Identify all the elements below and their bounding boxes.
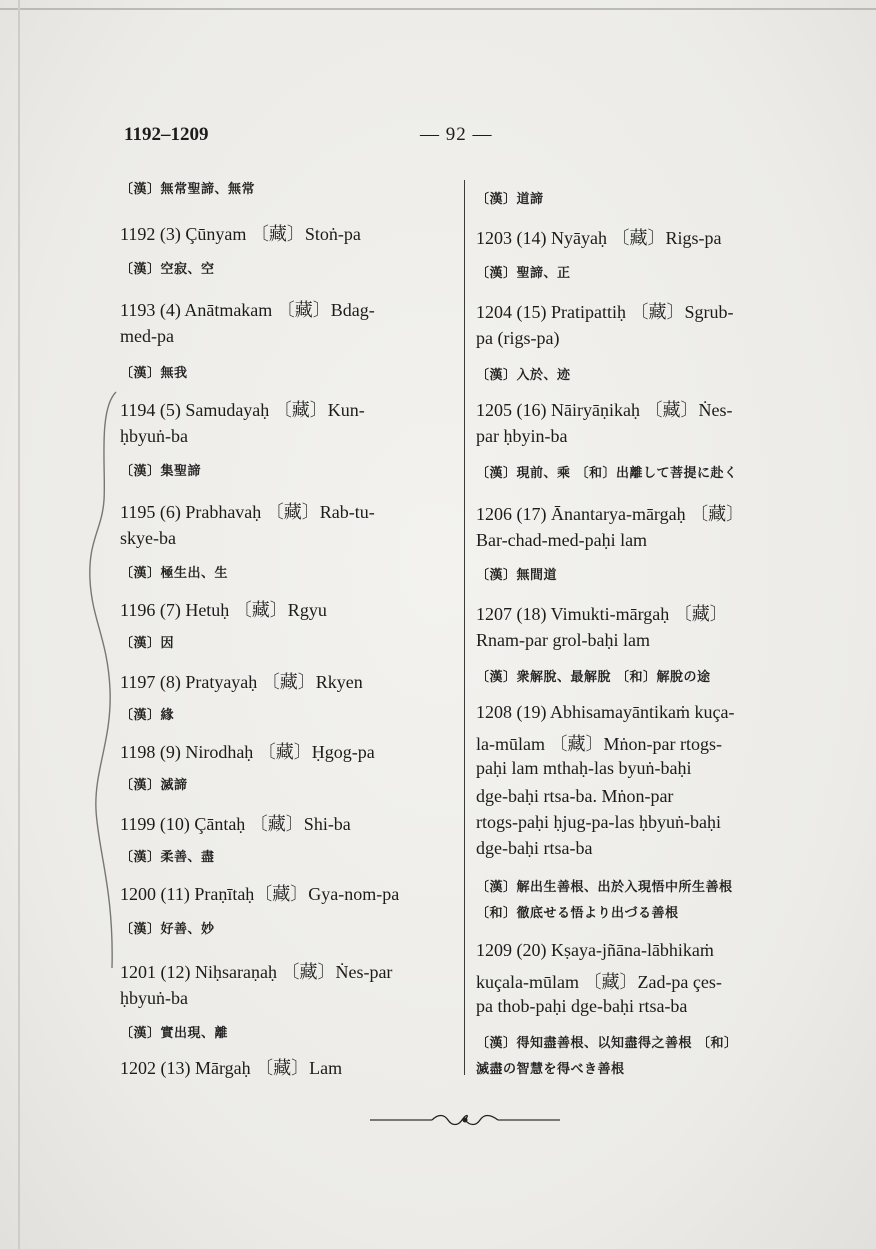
entry-line: dge-baḥi rtsa-ba. Mṅon-par	[476, 786, 674, 806]
gloss-line: 〔漢〕無我	[120, 366, 188, 381]
gloss-line: 〔漢〕現前、乘 〔和〕出離して菩提に赴く	[476, 466, 738, 481]
entry-line: 1200 (11) Praṇītaḥ〔藏〕Gya-nom-pa	[120, 884, 400, 904]
column-divider	[464, 180, 465, 1075]
gloss-line: 〔漢〕無間道	[476, 568, 558, 583]
entry-line: rtogs-paḥi ḥjug-pa-las ḥbyuṅ-baḥi	[476, 812, 721, 832]
entry-line: 1201 (12) Niḥsaraṇaḥ 〔藏〕Ṅes-par	[120, 962, 393, 982]
entry-line: 1195 (6) Prabhavaḥ 〔藏〕Rab-tu-	[120, 502, 375, 522]
entry-line: 1192 (3) Çūnyam 〔藏〕Stoṅ-pa	[120, 224, 361, 244]
gloss-line: 〔漢〕空寂、空	[120, 262, 215, 277]
entry-line: pa (rigs-pa)	[476, 328, 560, 348]
entry-line: 1199 (10) Çāntaḥ 〔藏〕Shi-ba	[120, 814, 351, 834]
entry-line: ḥbyuṅ-ba	[120, 988, 188, 1008]
entry-line: 1203 (14) Nyāyaḥ 〔藏〕Rigs-pa	[476, 228, 722, 248]
gloss-line: 〔漢〕解出生善根、出於入現悟中所生善根	[476, 880, 733, 895]
gloss-line: 〔漢〕集聖諦	[120, 464, 202, 479]
page-edge-left	[18, 0, 20, 1249]
entry-line: pa thob-paḥi dge-baḥi rtsa-ba	[476, 996, 688, 1016]
gloss-line: 〔漢〕極生出、生	[120, 566, 229, 581]
entry-line: 1204 (15) Pratipattiḥ 〔藏〕Sgrub-	[476, 302, 734, 322]
entry-line: 1193 (4) Anātmakam 〔藏〕Bdag-	[120, 300, 375, 320]
entry-line: Bar-chad-med-paḥi lam	[476, 530, 648, 550]
gloss-line: 〔漢〕入於、迹	[476, 368, 571, 383]
page-edge-top	[0, 8, 876, 10]
gloss-line: 〔漢〕道諦	[476, 192, 544, 207]
entry-line: 1202 (13) Mārgaḥ 〔藏〕Lam	[120, 1058, 343, 1078]
entry-line: dge-baḥi rtsa-ba	[476, 838, 593, 858]
gloss-line: 滅盡の智慧を得べき善根	[476, 1062, 625, 1077]
gloss-line: 〔漢〕緣	[120, 708, 175, 723]
entry-line: Rnam-par grol-baḥi lam	[476, 630, 650, 650]
gloss-line: 〔漢〕好善、妙	[120, 922, 215, 937]
entry-line: 1198 (9) Nirodhaḥ 〔藏〕Ḥgog-pa	[120, 742, 375, 762]
gloss-line: 〔漢〕實出現、離	[120, 1026, 229, 1041]
entry-line: 1196 (7) Hetuḥ 〔藏〕Rgyu	[120, 600, 327, 620]
gloss-line: 〔漢〕衆解脫、最解脫 〔和〕解脫の途	[476, 670, 711, 685]
gloss-line: 〔漢〕因	[120, 636, 175, 651]
gloss-line: 〔漢〕聖諦、正	[476, 266, 571, 281]
entry-line: skye-ba	[120, 528, 176, 548]
entry-line: 1205 (16) Nāiryāṇikaḥ 〔藏〕Ṅes-	[476, 400, 733, 420]
gloss-line: 〔漢〕無常聖諦、無常	[120, 182, 256, 197]
entry-line: kuçala-mūlam 〔藏〕Zad-pa çes-	[476, 972, 722, 992]
gloss-line: 〔漢〕滅諦	[120, 778, 188, 793]
entry-line: par ḥbyin-ba	[476, 426, 568, 446]
entry-line: 1207 (18) Vimukti-mārgaḥ 〔藏〕	[476, 604, 728, 624]
entry-line: 1194 (5) Samudayaḥ 〔藏〕Kun-	[120, 400, 365, 420]
entry-line: paḥi lam mthaḥ-las byuṅ-baḥi	[476, 758, 692, 778]
entry-line: 1197 (8) Pratyayaḥ 〔藏〕Rkyen	[120, 672, 363, 692]
ornamental-rule	[370, 1112, 560, 1128]
gloss-line: 〔漢〕柔善、盡	[120, 850, 215, 865]
page-number: — 92 —	[420, 124, 493, 145]
entry-line: la-mūlam 〔藏〕Mṅon-par rtogs-	[476, 734, 722, 754]
entry-range-header: 1192–1209	[124, 124, 209, 145]
entry-line: med-pa	[120, 326, 174, 346]
gloss-line: 〔漢〕得知盡善根、以知盡得之善根 〔和〕	[476, 1036, 738, 1051]
gloss-line: 〔和〕徹底せる悟より出づる善根	[476, 906, 679, 921]
entry-line: 1209 (20) Kṣaya-jñāna-lābhikaṁ	[476, 940, 714, 960]
entry-line: ḥbyuṅ-ba	[120, 426, 188, 446]
entry-line: 1206 (17) Ānantarya-mārgaḥ 〔藏〕	[476, 504, 745, 524]
handwritten-bracket	[86, 390, 120, 970]
entry-line: 1208 (19) Abhisamayāntikaṁ kuça-	[476, 702, 735, 722]
